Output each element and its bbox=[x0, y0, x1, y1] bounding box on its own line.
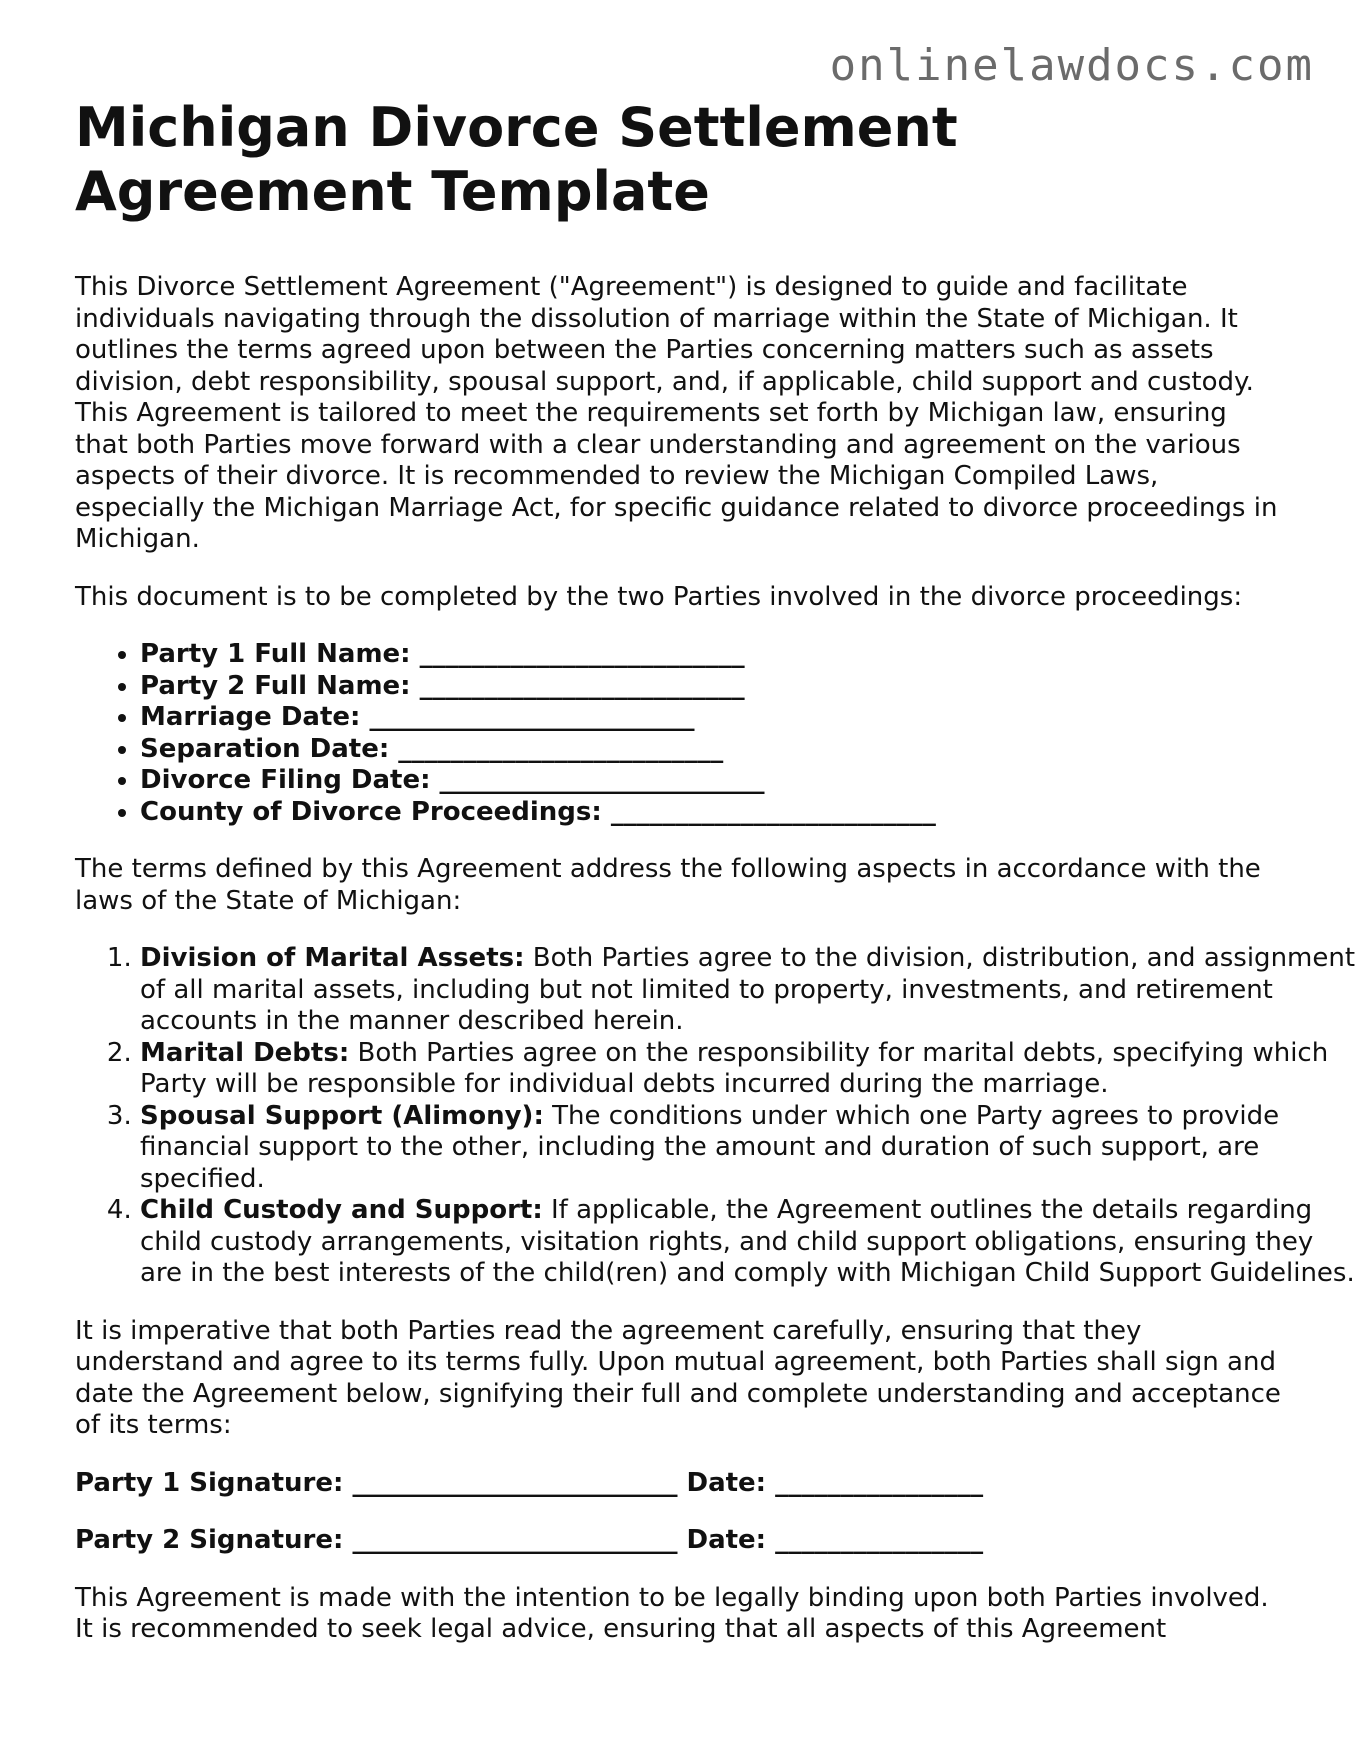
aspect-heading: Marital Debts: bbox=[140, 1037, 350, 1068]
aspect-text: Both Parties agree on the responsibility for marital debts, specifying which Party will be responsible for individual debts incurred during the marriage. bbox=[140, 1037, 1329, 1099]
party1-signature-line: Party 1 Signature: _________________________ Date: ________________ bbox=[75, 1467, 984, 1498]
lead-paragraph: This document is to be completed by the two Parties involved in the divorce proceedings: bbox=[75, 581, 1243, 612]
title-line-1: Michigan Divorce Settlement bbox=[75, 96, 958, 159]
terms-paragraph: The terms defined by this Agreement address the following aspects in accordance with the laws of the State of Michigan: bbox=[75, 854, 1261, 916]
party-fields-list bbox=[75, 639, 1285, 828]
intro-paragraph: This Divorce Settlement Agreement ("Agreement") is designed to guide and facilitate individuals navigating through the dissolution of marriage within the State of Michigan. It outlines the terms agreed upon between the Parties concerning matters such as assets division, debt responsibility, spousal support, and, if applicable, child support and custody. This Agreement is tailored to meet the requirements set forth by Michigan law, ensuring that both Parties move forward with a clear understanding and agreement on the various aspects of their divorce. It is recommended to review the Michigan Compiled Laws, especially the Michigan Marriage Act, for specific guidance related to divorce proceedings in Michigan. bbox=[75, 272, 1278, 554]
field-marriage-date: • Marriage Date: _________________________ bbox=[140, 702, 1285, 734]
aspect-text: If applicable, the Agreement outlines the details regarding child custody arrangements, visitation rights, and child support obligations, ensuring they are in the best interests of the child(ren) and comply with Michigan Child Support Guidelines. bbox=[140, 1195, 1355, 1288]
aspect-text: Both Parties agree to the division, distribution, and assignment of all marital assets, including but not limited to property, investments, and retirement accounts in the manner described herein. bbox=[140, 943, 1356, 1036]
aspect-text: The conditions under which one Party agrees to provide financial support to the other, including the amount and duration of such support, are specified. bbox=[140, 1100, 1280, 1194]
imperative-paragraph: It is imperative that both Parties read the agreement carefully, ensuring that they understand and agree to its terms fully. Upon mutual agreement, both Parties shall sign and date the Agreement below, signifying their full and complete understanding and acceptance of its terms: bbox=[75, 1315, 1281, 1440]
page-title bbox=[75, 96, 1285, 224]
aspect-heading: Spousal Support (Alimony): bbox=[140, 1100, 544, 1131]
aspect-item bbox=[140, 1195, 1360, 1290]
aspect-heading: Division of Marital Assets: bbox=[140, 943, 525, 973]
field-separation-date: • Separation Date: _________________________ bbox=[140, 734, 1285, 766]
aspect-heading: Child Custody and Support: bbox=[140, 1195, 543, 1225]
document-page bbox=[75, 96, 1356, 1646]
closing-paragraph: This Agreement is made with the intention to be legally binding upon both Parties involved. It is recommended to seek legal advice, ensuring that all aspects of this Agreement bbox=[75, 1582, 1269, 1644]
field-party1-name: • Party 1 Full Name: _________________________ bbox=[140, 639, 1285, 671]
field-party2-name: • Party 2 Full Name: _________________________ bbox=[140, 671, 1285, 703]
aspect-item bbox=[140, 1038, 1360, 1101]
watermark: onlinelawdocs.com bbox=[829, 40, 1314, 91]
party2-signature-line: Party 2 Signature: _________________________ Date: ________________ bbox=[75, 1525, 984, 1555]
field-filing-date: • Divorce Filing Date: _________________________ bbox=[140, 765, 1285, 797]
aspects-list bbox=[75, 943, 1360, 1290]
field-county: • County of Divorce Proceedings: _________________________ bbox=[140, 797, 1285, 829]
aspect-item bbox=[140, 943, 1360, 1038]
aspect-item bbox=[140, 1101, 1360, 1196]
title-line-2: Agreement Template bbox=[75, 160, 710, 223]
